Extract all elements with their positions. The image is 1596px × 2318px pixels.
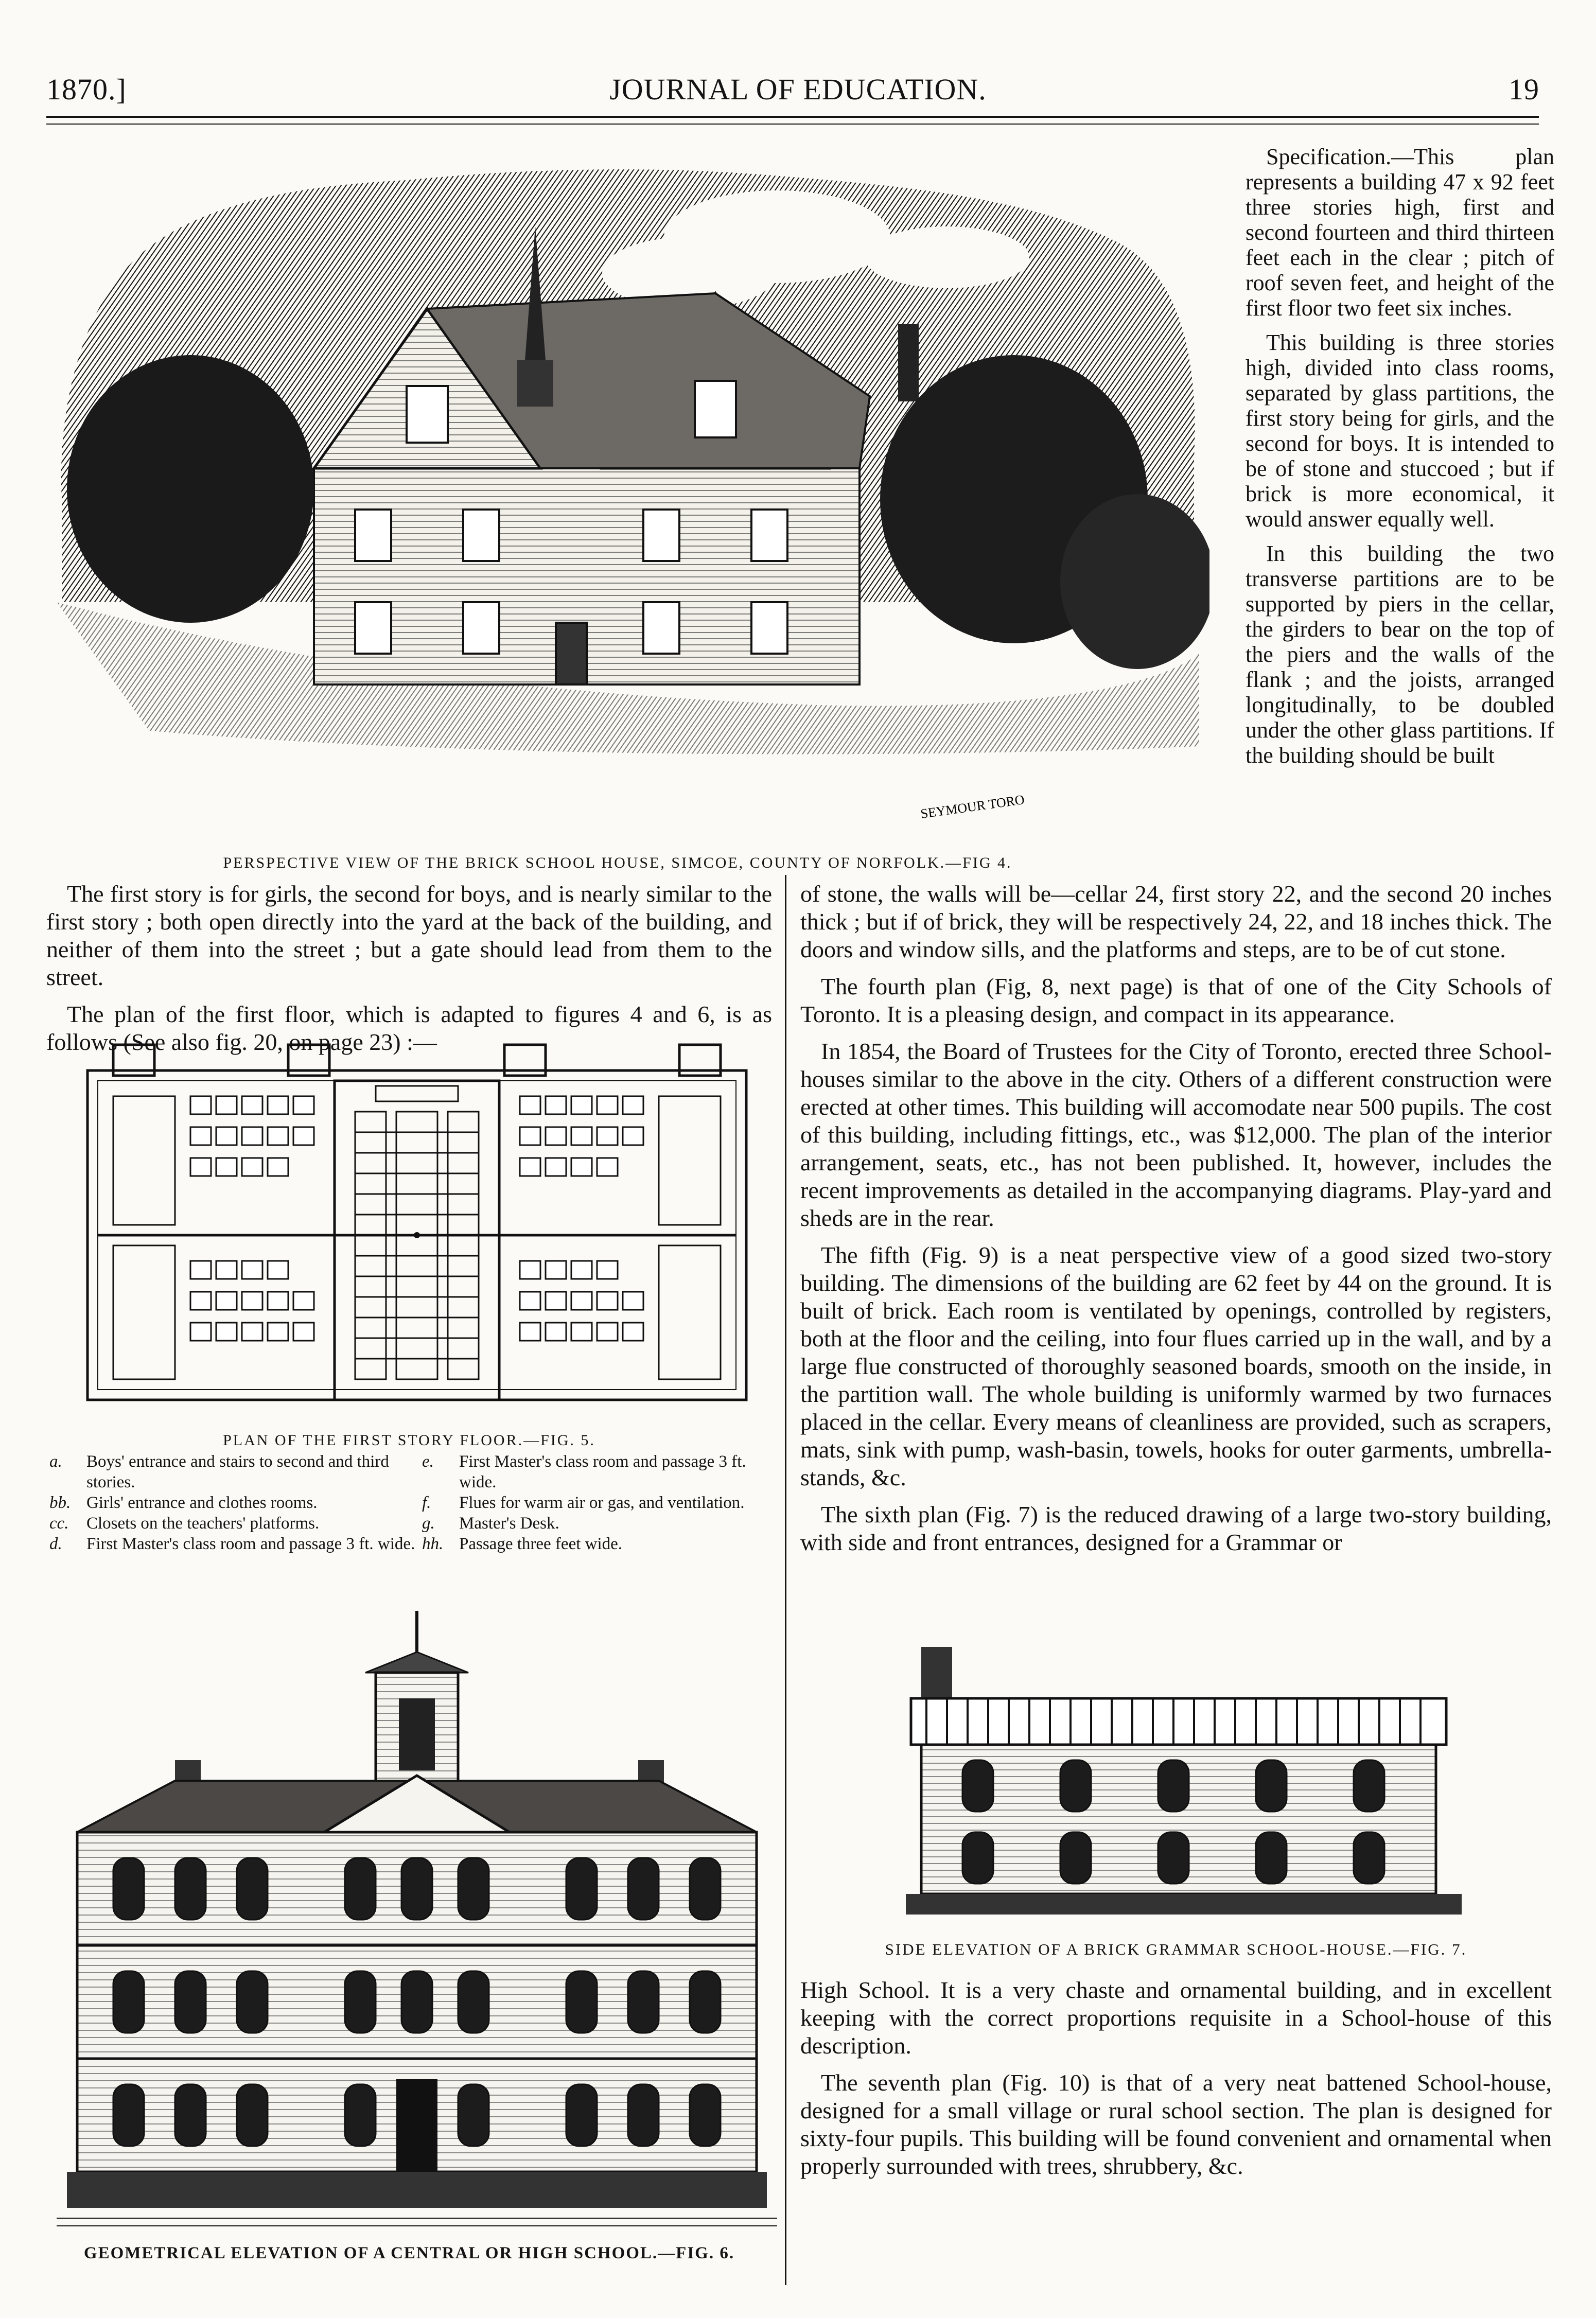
column-divider [785,875,786,2285]
legend-text: First Master's class room and passage 3 ft. wide. [86,1535,415,1553]
left-paragraph-1: The first story is for girls, the second for boys, and is nearly similar to the first story ; both open directly into the yard at the back of the building, and neither of them into the street ; but a gate should lead from them to the street. [46,881,772,990]
left-paragraph-2: The plan of the first floor, which is adapted to figures 4 and 6, is as follows (See also fig. 20, on page 23) :— [46,1001,772,1055]
legend-key: cc. [49,1514,69,1533]
right-paragraph-5: High School. It is a very chaste and ornamental building, and in excellent keeping with the correct proportions requisite in a School-house of this description. [800,1977,1552,2059]
legend-key: hh. [422,1535,444,1553]
legend-text: Flues for warm air or gas, and ventilation. [459,1494,745,1512]
legend-text: Boys' entrance and stairs to second and third stories. [86,1452,389,1491]
header-year: 1870.] [46,73,127,106]
header-rule [46,116,1539,118]
fig6-elevation-drawing [57,1606,777,2234]
fig5-legend [46,1451,777,1554]
specification-paragraph-3: In this building the two transverse partitions are to be supported by piers in the cellar, the girders to bear on the top of the piers and the walls of the flank ; and the joists, arranged longitudinally, to be doubled under the other glass partitions. If the building should be built [1246,541,1554,768]
fig4-perspective-engraving [46,139,1209,849]
right-paragraph-2: In 1854, the Board of Trustees for the City of Toronto, erected three School-houses similar to the above in the city. Others of a different construction were erected at other times. This building will accomodate near 500 pupils. The cost of this building, including fittings, etc., was $12,000. The plan of the interior arrangement, seats, etc., has not been published. It, however, includes the recent improvements as detailed in the accompanying diagrams. Play-yard and sheds are in the rear. [800,1038,1552,1231]
specification-paragraph-1: Specification.—This plan represents a building 47 x 92 feet three stories high, first and second fourteen and third thirteen feet each in the clear ; pitch of roof seven feet, and height of the first floor two feet six inches. [1246,144,1554,321]
fig5-floor-plan [82,1040,751,1415]
legend-key: f. [422,1494,431,1512]
right-paragraph-4: The sixth plan (Fig. 7) is the reduced drawing of a large two-story building, with side and front entrances, designed for a Grammar or [800,1501,1552,1555]
legend-key: e. [422,1452,434,1471]
legend-text: Closets on the teachers' platforms. [86,1514,320,1533]
fig4-caption: PERSPECTIVE VIEW OF THE BRICK SCHOOL HOUSE, SIMCOE, COUNTY OF NORFOLK.—FIG 4. [223,854,1012,871]
legend-text: Passage three feet wide. [459,1535,623,1553]
fig7-caption: SIDE ELEVATION OF A BRICK GRAMMAR SCHOOL-HOUSE.—FIG. 7. [885,1940,1467,1958]
fig4-engraver-signature: SEYMOUR TORO [919,792,1026,821]
legend-key: d. [49,1535,62,1553]
legend-text: Master's Desk. [459,1514,559,1533]
right-paragraph-3: The fifth (Fig. 9) is a neat perspective view of a good sized two-story building. The dimensions of the building are 62 feet by 44 on the ground. It is built of brick. Each room is ventilated by openings, controlled by registers, both at the floor and the ceiling, into four flues carried up in the wall, and by a large flue constructed of thoroughly seasoned boards, smooth on the inside, in the partition wall. The whole building is uniformly warmed by two furnaces placed in the cellar. Every means of cleanliness are provided, such as scrapers, mats, sink with pump, wash-basin, towels, hooks for outer garments, umbrella-stands, &c. [800,1242,1552,1490]
right-column-text [800,880,1552,1566]
legend-key: g. [422,1514,435,1533]
legend-text: Girls' entrance and clothes rooms. [86,1494,318,1512]
right-paragraph-1: The fourth plan (Fig, 8, next page) is that of one of the City Schools of Toronto. It is a pleasing design, and compact in its appearance. [800,973,1552,1027]
fig5-caption: PLAN OF THE FIRST STORY FLOOR.—FIG. 5. [223,1432,595,1449]
fig7-side-elevation-drawing [896,1637,1472,1925]
header-journal-title: JOURNAL OF EDUCATION. [609,73,987,106]
legend-key: bb. [49,1494,71,1512]
specification-paragraph-2: This building is three stories high, divided into class rooms, separated by glass partitions, the first story being for girls, and the second for boys. It is intended to be of stone and stuccoed ; but if brick is more economical, it would answer equally well. [1246,330,1554,532]
specification-paragraph-4: of stone, the walls will be—cellar 24, first story 22, and the second 20 inches thick ; but if of brick, they will be respectively 24, 22, and 18 inches thick. The doors and window sills, and the platforms and steps, are to be of cut stone. [800,881,1552,962]
legend-text: First Master's class room and passage 3 ft. wide. [459,1452,746,1491]
header-rule-thin [46,124,1539,125]
fig6-caption: GEOMETRICAL ELEVATION OF A CENTRAL OR HIGH SCHOOL.—FIG. 6. [83,2244,735,2262]
right-column-bottom-text [800,1976,1552,2189]
specification-column [1246,144,1554,768]
right-paragraph-6: The seventh plan (Fig. 10) is that of a very neat battened School-house, designed for a small village or rural school section. The plan is designed for sixty-four pupils. This building will be found convenient and ornamental when properly surrounded with trees, shrubbery, &c. [800,2069,1552,2179]
header-page-number: 19 [1509,73,1539,106]
legend-key: a. [49,1452,62,1471]
left-column-intro [46,880,772,1065]
